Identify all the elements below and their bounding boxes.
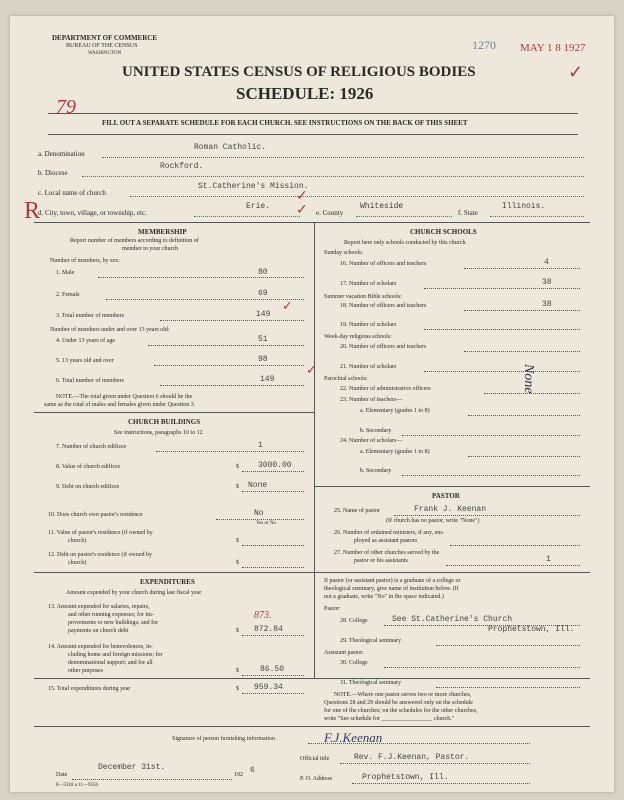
q20-label: 20. Number of officers and teachers xyxy=(340,344,427,350)
form-code: 8—5318 a 11—9556 xyxy=(56,783,99,788)
handwritten-r-mark: R xyxy=(24,198,41,224)
q9-label: 9. Debt on church edifices xyxy=(56,484,120,490)
dollar-sign: $ xyxy=(236,464,239,470)
q24b-label: b. Secondary xyxy=(360,468,392,474)
q15-value: 959.34 xyxy=(254,683,283,692)
assistant-label: Assistant pastor: xyxy=(324,650,364,656)
q13-label: provements or new buildings; and for xyxy=(68,620,159,626)
weekday-label: Week-day religious schools: xyxy=(324,334,392,340)
q7-value: 1 xyxy=(258,441,263,450)
q2-label: 2. Female xyxy=(56,292,80,298)
signature: F.J.Keenan xyxy=(324,730,383,745)
q14-label: denominational support; and for all xyxy=(68,660,153,666)
q14-label: other purposes xyxy=(68,668,104,674)
q13-label: 13. Amount expended for salaries, repairs, xyxy=(48,604,150,610)
q30-label: 30. College xyxy=(340,660,368,666)
q22-label: 22. Number of administrative officers xyxy=(340,386,431,392)
check-mark-icon: ✓ xyxy=(568,62,584,82)
denomination-value: Roman Catholic. xyxy=(194,143,267,152)
membership-note: same as the total of males and females given under Question 3. xyxy=(44,402,196,408)
age-label: Number of members under and over 13 years old: xyxy=(50,327,170,333)
q28-value: See St.Catherine's Church xyxy=(392,615,513,624)
none-handwritten-note: None xyxy=(521,364,536,394)
dollar-sign: $ xyxy=(236,560,239,566)
pastor-heading: PASTOR xyxy=(432,492,460,500)
q15-label: 15. Total expenditures during year xyxy=(48,686,131,692)
expenditures-intro: Amount expended by your church during last fiscal year xyxy=(66,590,202,596)
q5-label: 5. 13 years old and over xyxy=(56,358,114,364)
q10-value: No xyxy=(254,509,264,518)
diocese-value: Rockford. xyxy=(160,162,204,171)
sunday-label: Sunday schools: xyxy=(324,250,364,256)
q16-label: 16. Number of officers and teachers xyxy=(340,261,427,267)
city-label: d. City, town, village, or township, etc. xyxy=(38,209,147,217)
q1-label: 1. Male xyxy=(56,270,75,276)
diocese-label: b. Diocese xyxy=(38,169,68,177)
pastor-label: Pastor: xyxy=(324,606,341,612)
graduate-note: theological seminary, give name of institution below. (If xyxy=(324,586,459,592)
q28-value-city: Prophetstown, Ill. xyxy=(488,625,575,634)
county-value: Whiteside xyxy=(360,202,404,211)
q13-value: 872.84 xyxy=(254,625,283,634)
q25-label: 25. Name of pastor xyxy=(334,508,380,514)
q27-value: 1 xyxy=(546,555,551,564)
q5-value: 98 xyxy=(258,355,268,364)
county-label: e. County xyxy=(316,209,344,217)
membership-intro: member in your church xyxy=(122,246,179,252)
pastor-note: for one of the churches; on the schedules for the other churches, xyxy=(324,708,478,714)
q12-label: church) xyxy=(68,560,87,566)
graduate-note: not a graduate, write "No" in the space indicated.) xyxy=(324,594,444,600)
check-mark-icon: ✓ xyxy=(306,362,317,377)
q7-label: 7. Number of church edifices xyxy=(56,444,127,450)
q14-label: cluding home and foreign missions; for xyxy=(68,652,163,658)
q31-label: 31. Theological seminary xyxy=(340,680,402,686)
state-value: Illinois. xyxy=(502,202,546,211)
membership-note: NOTE.—The total given under Question 6 should be the xyxy=(56,394,193,400)
q3-value: 149 xyxy=(256,310,271,319)
dollar-sign: $ xyxy=(236,538,239,544)
bureau-label: BUREAU OF THE CENSUS xyxy=(66,43,138,49)
date-label: Date xyxy=(56,772,68,778)
check-mark-icon: ✓ xyxy=(282,298,293,313)
q11-label: church) xyxy=(68,538,87,544)
address-label: P. O. Address xyxy=(300,776,333,782)
department-label: DEPARTMENT OF COMMERCE xyxy=(52,34,158,42)
q28-label: 28. College xyxy=(340,618,368,624)
official-title-value: Rev. F.J.Keenan, Pastor. xyxy=(354,753,470,762)
parochial-label: Parochial schools: xyxy=(324,376,368,382)
year-prefix: 192 xyxy=(234,772,243,778)
form-title: UNITED STATES CENSUS OF RELIGIOUS BODIES xyxy=(122,64,476,80)
q25-value: Frank J. Keenan xyxy=(414,505,487,514)
q3-label: 3. Total number of members xyxy=(56,313,124,319)
q21-label: 21. Number of scholars xyxy=(340,364,397,370)
q13-label: payments on church debt xyxy=(68,628,129,634)
q10-hint: Yes or No xyxy=(256,521,277,526)
q24-label: 24. Number of scholars— xyxy=(340,438,403,444)
q17-value: 38 xyxy=(542,278,552,287)
check-mark-icon: ✓ xyxy=(296,189,308,204)
q6-label: 6. Total number of members xyxy=(56,378,124,384)
q14-value: 86.50 xyxy=(260,665,285,674)
q11-label: 11. Value of pastor's residence (if owned by xyxy=(48,530,153,536)
q24a-label: a. Elementary (grades 1 to 8) xyxy=(360,449,430,455)
handwritten-number: 79 xyxy=(56,96,76,118)
pastor-note: write "See schedule for _________________ church." xyxy=(324,716,455,722)
q2-value: 69 xyxy=(258,289,268,298)
denomination-label: a. Denomination xyxy=(38,150,85,158)
q1-value: 80 xyxy=(258,268,268,277)
q13-label: and other running expenses; for im- xyxy=(68,612,154,618)
signature-label: Signature of person furnishing information xyxy=(172,736,275,742)
q4-value: 51 xyxy=(258,335,268,344)
q23a-label: a. Elementary (grades 1 to 8) xyxy=(360,408,430,414)
dollar-sign: $ xyxy=(236,628,239,634)
membership-heading: MEMBERSHIP xyxy=(138,228,187,236)
summer-label: Summer vacation Bible schools: xyxy=(324,294,402,300)
q14-label: 14. Amount expended for benevolences, in- xyxy=(48,644,153,650)
year-digit: 6 xyxy=(250,766,255,775)
q13-correction: 873. xyxy=(254,610,272,621)
q6-value: 149 xyxy=(260,375,275,384)
form-subtitle: SCHEDULE: 1926 xyxy=(236,84,374,103)
q18-label: 18. Number of officers and teachers xyxy=(340,303,427,309)
schools-heading: CHURCH SCHOOLS xyxy=(410,228,477,236)
q23b-label: b. Secondary xyxy=(360,428,392,434)
dollar-sign: $ xyxy=(236,686,239,692)
buildings-heading: CHURCH BUILDINGS xyxy=(128,418,201,426)
pastor-note: Questions 28 and 29 should be answered only on the schedule xyxy=(324,700,473,706)
pastor-note: NOTE.—Where one pastor serves two or more churches, xyxy=(334,692,472,698)
dollar-sign: $ xyxy=(236,668,239,674)
q17-label: 17. Number of scholars xyxy=(340,281,397,287)
check-mark-icon: ✓ xyxy=(296,203,308,218)
city-label: WASHINGTON xyxy=(88,51,122,56)
local-name-value: St.Catherine's Mission. xyxy=(198,182,309,191)
schools-intro: Report here only schools conducted by this church xyxy=(344,240,466,246)
dollar-sign: $ xyxy=(236,484,239,490)
stamp-number: 1270 xyxy=(472,38,496,52)
q18-value: 38 xyxy=(542,300,552,309)
q27-label: pastor or his assistants xyxy=(354,558,408,564)
buildings-instructions: See instructions, paragraphs 10 to 12 xyxy=(114,430,203,436)
address-value: Prophetstown, Ill. xyxy=(362,773,449,782)
q9-value: None xyxy=(248,481,268,490)
stamp-date: MAY 1 8 1927 xyxy=(520,42,586,54)
graduate-note: If pastor (or assistant pastor) is a graduate of a college or xyxy=(324,578,461,584)
expenditures-heading: EXPENDITURES xyxy=(140,578,195,586)
q23-label: 23. Number of teachers— xyxy=(340,397,403,403)
city-value: Erie. xyxy=(246,202,271,211)
q19-label: 19. Number of scholars xyxy=(340,322,397,328)
q25-hint: (If church has no pastor, write "None") xyxy=(386,518,480,524)
q10-label: 10. Does church own pastor's residence xyxy=(48,512,143,518)
q26-label: 26. Number of ordained ministers, if any, em- xyxy=(334,530,444,536)
state-label: f. State xyxy=(458,209,478,217)
q8-label: 8. Value of church edifices xyxy=(56,464,121,470)
q16-value: 4 xyxy=(544,258,549,267)
official-title-label: Official title xyxy=(300,756,330,762)
q12-label: 12. Debt on pastor's residence (if owned by xyxy=(48,552,153,558)
census-schedule-page xyxy=(10,16,614,792)
q4-label: 4. Under 13 years of age xyxy=(56,338,115,344)
q26-label: ployed as assistant pastors xyxy=(354,538,418,544)
date-value: December 31st. xyxy=(98,763,166,772)
local-name-label: c. Local name of church xyxy=(38,189,106,197)
instruction-banner: FILL OUT A SEPARATE SCHEDULE FOR EACH CHURCH. SEE INSTRUCTIONS ON THE BACK OF THIS SHEET xyxy=(102,119,468,127)
membership-intro: Report number of members according to definition of xyxy=(70,238,199,244)
q29-label: 29. Theological seminary xyxy=(340,638,402,644)
q27-label: 27. Number of other churches served by the xyxy=(334,550,440,556)
q8-value: 3000.00 xyxy=(258,461,292,470)
sex-label: Number of members, by sex: xyxy=(50,258,120,264)
